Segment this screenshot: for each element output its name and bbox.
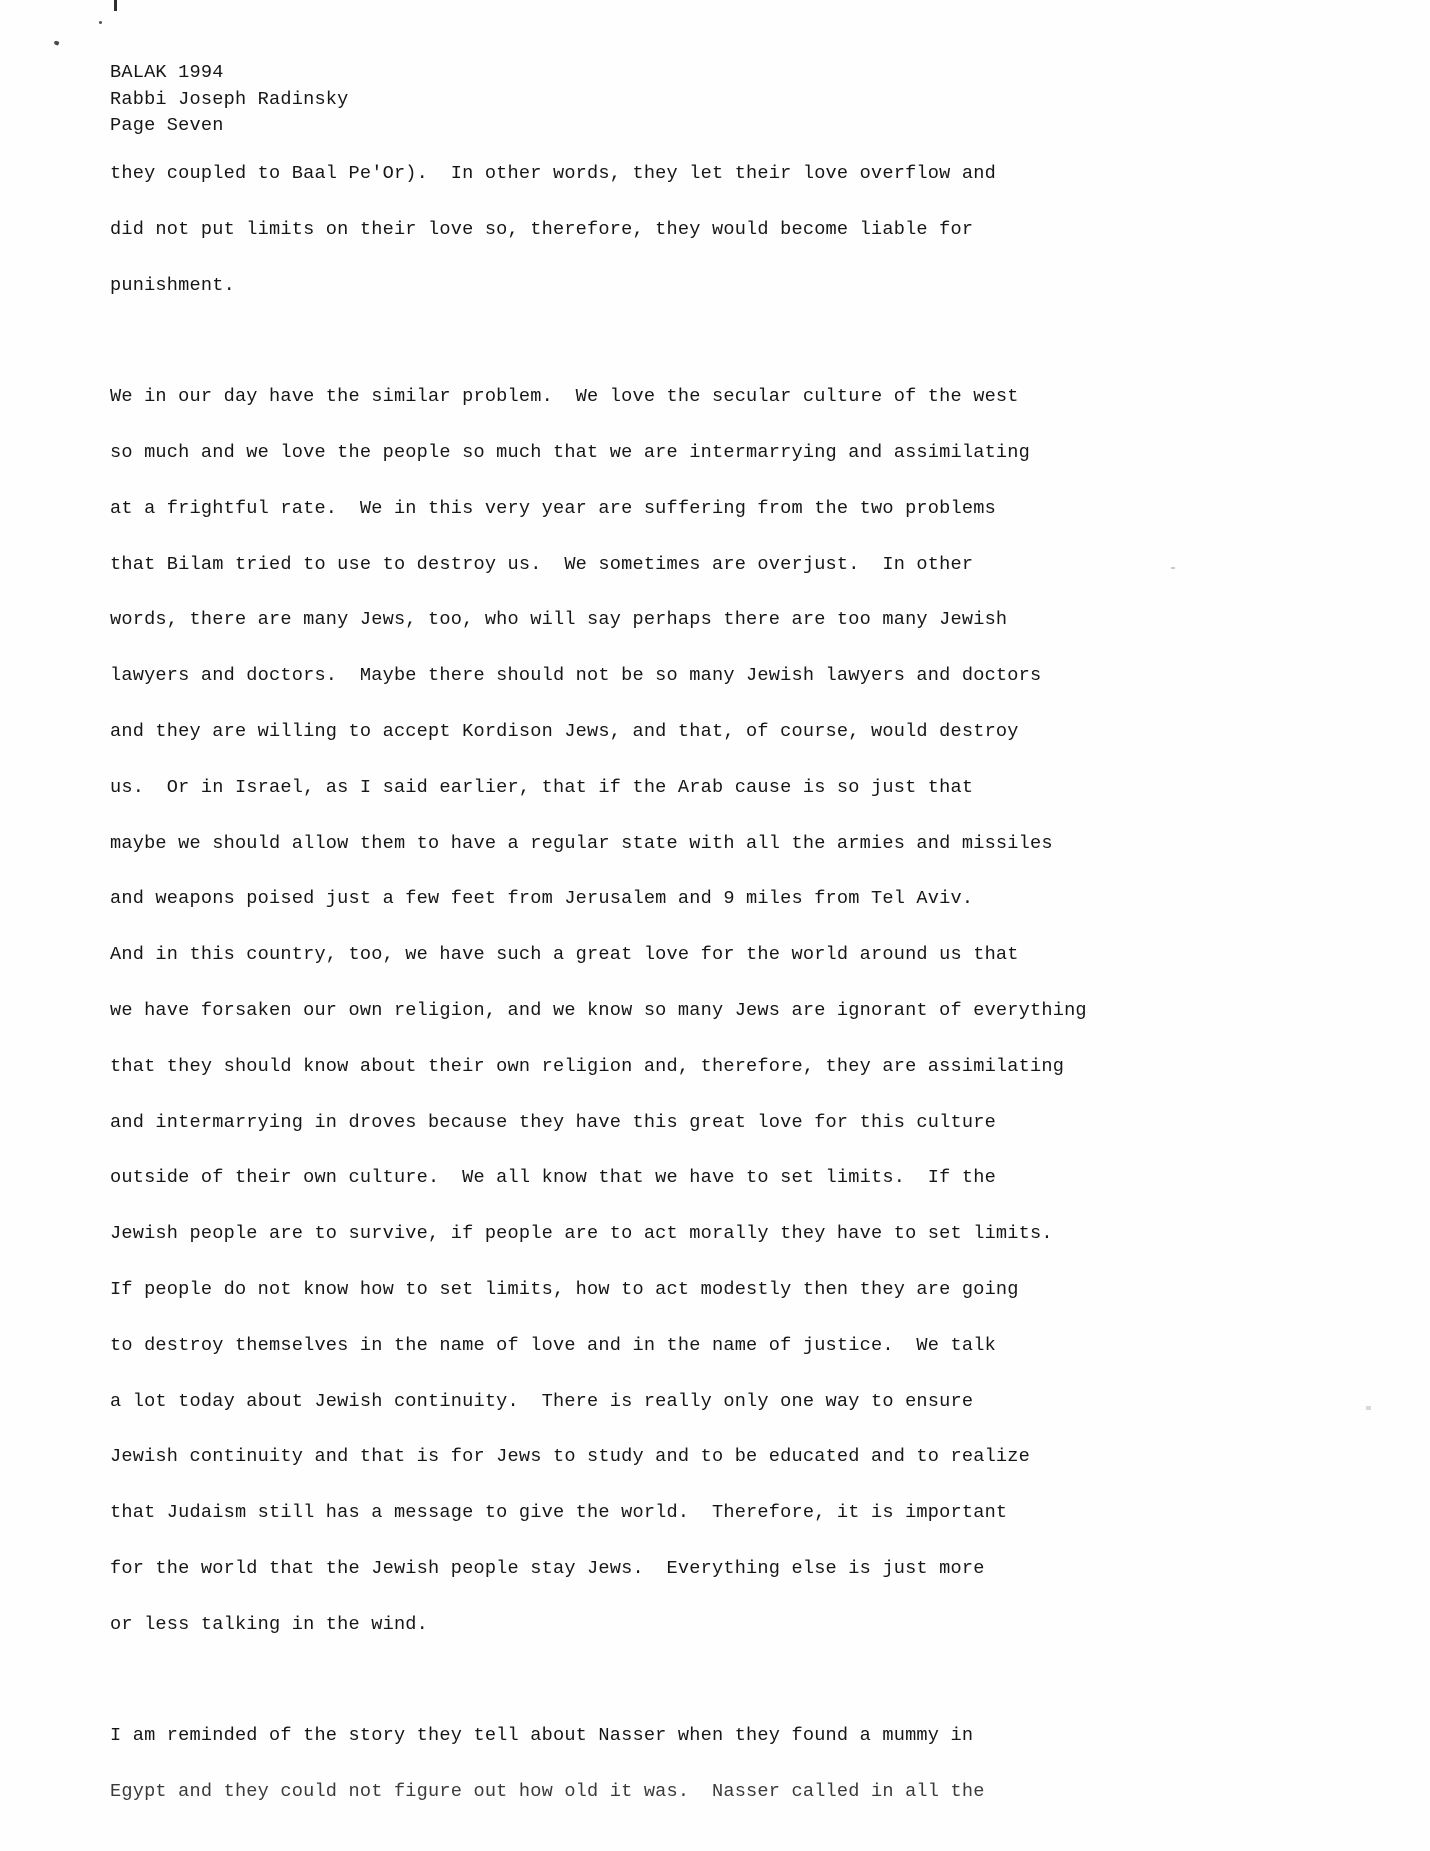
text-line: and they are willing to accept Kordison Jews, and that, of course, would destroy	[110, 720, 1019, 742]
scan-artifact	[114, 0, 117, 11]
document-page-label: Page Seven	[110, 115, 224, 136]
text-line: If people do not know how to set limits, how to act modestly then they are going	[110, 1278, 1019, 1300]
text-line: us. Or in Israel, as I said earlier, that if the Arab cause is so just that	[110, 776, 974, 798]
text-line: a lot today about Jewish continuity. There is really only one way to ensure	[110, 1390, 974, 1412]
scan-artifact	[1366, 1406, 1371, 1410]
text-line: Egypt and they could not figure out how old it was. Nasser called in all the	[110, 1781, 985, 1803]
text-line: punishment.	[110, 274, 235, 296]
scan-artifact	[53, 40, 59, 46]
text-line: maybe we should allow them to have a regular state with all the armies and missiles	[110, 832, 1053, 854]
text-line: we have forsaken our own religion, and we know so many Jews are ignorant of everything	[110, 999, 1087, 1021]
text-line: And in this country, too, we have such a great love for the world around us that	[110, 944, 1019, 966]
text-line: Jewish people are to survive, if people are to act morally they have to set limits.	[110, 1223, 1053, 1245]
text-line: I am reminded of the story they tell about Nasser when they found a mummy in	[110, 1725, 974, 1747]
text-line: so much and we love the people so much that we are intermarrying and assimilating	[110, 441, 1031, 463]
paragraph	[110, 146, 1087, 313]
scan-artifact	[1171, 567, 1175, 569]
text-line: at a frightful rate. We in this very year are suffering from the two problems	[110, 497, 996, 519]
text-line: to destroy themselves in the name of love and in the name of justice. We talk	[110, 1334, 996, 1356]
text-line: We in our day have the similar problem. We love the secular culture of the west	[110, 386, 1019, 408]
text-line: that Judaism still has a message to give the world. Therefore, it is important	[110, 1502, 1008, 1524]
paragraph	[110, 369, 1087, 1652]
text-line: Jewish continuity and that is for Jews to study and to be educated and to realize	[110, 1446, 1031, 1468]
text-line: and intermarrying in droves because they have this great love for this culture	[110, 1111, 996, 1133]
text-line: or less talking in the wind.	[110, 1613, 429, 1635]
document-header	[110, 60, 349, 140]
text-line: they coupled to Baal Pe'Or). In other words, they let their love overflow and	[110, 163, 996, 184]
text-line: outside of their own culture. We all know that we have to set limits. If the	[110, 1167, 996, 1189]
text-line: words, there are many Jews, too, who will say perhaps there are too many Jewish	[110, 609, 1008, 631]
text-line: lawyers and doctors. Maybe there should not be so many Jewish lawyers and doctors	[110, 665, 1042, 687]
scan-artifact	[99, 21, 102, 24]
paragraph	[110, 1708, 1087, 1820]
document-title: BALAK 1994	[110, 62, 224, 83]
text-line: did not put limits on their love so, therefore, they would become liable for	[110, 218, 974, 240]
text-line: for the world that the Jewish people stay Jews. Everything else is just more	[110, 1557, 985, 1579]
text-line: that Bilam tried to use to destroy us. We sometimes are overjust. In other	[110, 553, 974, 575]
text-line: that they should know about their own religion and, therefore, they are assimilating	[110, 1055, 1065, 1077]
document-body	[110, 146, 1087, 1851]
document-author: Rabbi Joseph Radinsky	[110, 88, 349, 110]
text-line: and weapons poised just a few feet from Jerusalem and 9 miles from Tel Aviv.	[110, 888, 974, 910]
